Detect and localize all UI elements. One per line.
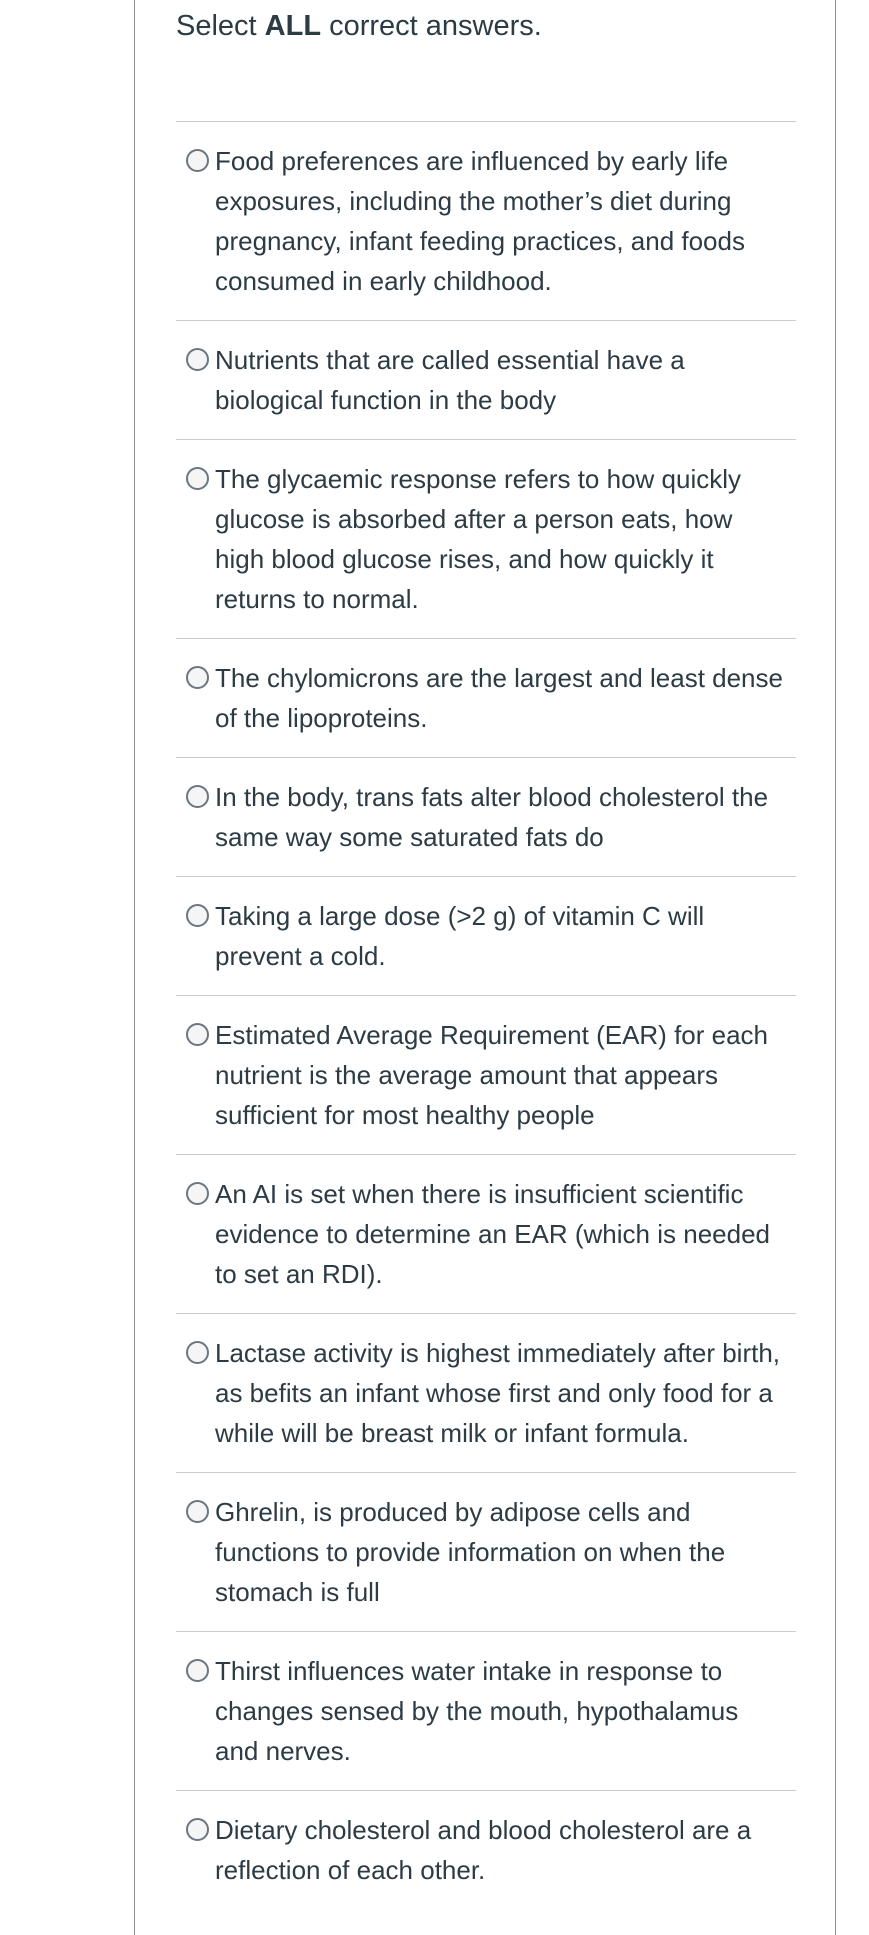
checkbox-icon[interactable]: [186, 785, 209, 808]
answer-option[interactable]: [176, 1631, 796, 1790]
answer-option[interactable]: [176, 1472, 796, 1631]
answer-text[interactable]: Ghrelin, is produced by adipose cells and functions to provide information on when the stomach is full: [215, 1497, 726, 1607]
question-instruction: [176, 6, 542, 46]
answer-text[interactable]: Estimated Average Requirement (EAR) for each nutrient is the average amount that appears sufficient for most healthy people: [215, 1020, 769, 1130]
answer-text[interactable]: Lactase activity is highest immediately after birth, as befits an infant whose first and only food for a while will be breast milk or infant formula.: [215, 1338, 781, 1448]
answer-text[interactable]: Food preferences are influenced by early life exposures, including the mother’s diet during pregnancy, infant feeding practices, and foods consumed in early childhood.: [215, 146, 745, 296]
answer-text[interactable]: Dietary cholesterol and blood cholesterol are a reflection of each other.: [215, 1815, 752, 1885]
checkbox-icon[interactable]: [186, 1182, 209, 1205]
answer-text[interactable]: In the body, trans fats alter blood cholesterol the same way some saturated fats do: [215, 782, 769, 852]
answer-text[interactable]: Nutrients that are called essential have a biological function in the body: [215, 345, 685, 415]
answer-text[interactable]: Taking a large dose (>2 g) of vitamin C will prevent a cold.: [215, 901, 705, 971]
answer-option[interactable]: [176, 757, 796, 876]
answer-option[interactable]: [176, 876, 796, 995]
answer-option[interactable]: [176, 1154, 796, 1313]
answer-option[interactable]: [176, 1313, 796, 1472]
checkbox-icon[interactable]: [186, 1818, 209, 1841]
checkbox-icon[interactable]: [186, 1659, 209, 1682]
checkbox-icon[interactable]: [186, 1500, 209, 1523]
checkbox-icon[interactable]: [186, 348, 209, 371]
answer-option[interactable]: [176, 121, 796, 320]
answer-text[interactable]: The chylomicrons are the largest and least dense of the lipoproteins.: [215, 663, 783, 733]
checkbox-icon[interactable]: [186, 666, 209, 689]
answer-option[interactable]: [176, 995, 796, 1154]
checkbox-icon[interactable]: [186, 1341, 209, 1364]
answer-text[interactable]: The glycaemic response refers to how quickly glucose is absorbed after a person eats, how high blood glucose rises, and how quickly it returns to normal.: [215, 464, 742, 614]
answer-option[interactable]: [176, 638, 796, 757]
answer-text[interactable]: An AI is set when there is insufficient scientific evidence to determine an EAR (which is needed to set an RDI).: [215, 1179, 770, 1289]
answer-text[interactable]: Thirst influences water intake in response to changes sensed by the mouth, hypothalamus and nerves.: [215, 1656, 739, 1766]
checkbox-icon[interactable]: [186, 467, 209, 490]
answer-list: [176, 121, 796, 1909]
instruction-prefix: Select: [176, 10, 265, 42]
checkbox-icon[interactable]: [186, 149, 209, 172]
instruction-suffix: correct answers.: [321, 10, 542, 42]
checkbox-icon[interactable]: [186, 1023, 209, 1046]
answer-option[interactable]: [176, 320, 796, 439]
answer-option[interactable]: [176, 1790, 796, 1909]
checkbox-icon[interactable]: [186, 904, 209, 927]
answer-option[interactable]: [176, 439, 796, 638]
instruction-emphasis: ALL: [264, 10, 322, 42]
